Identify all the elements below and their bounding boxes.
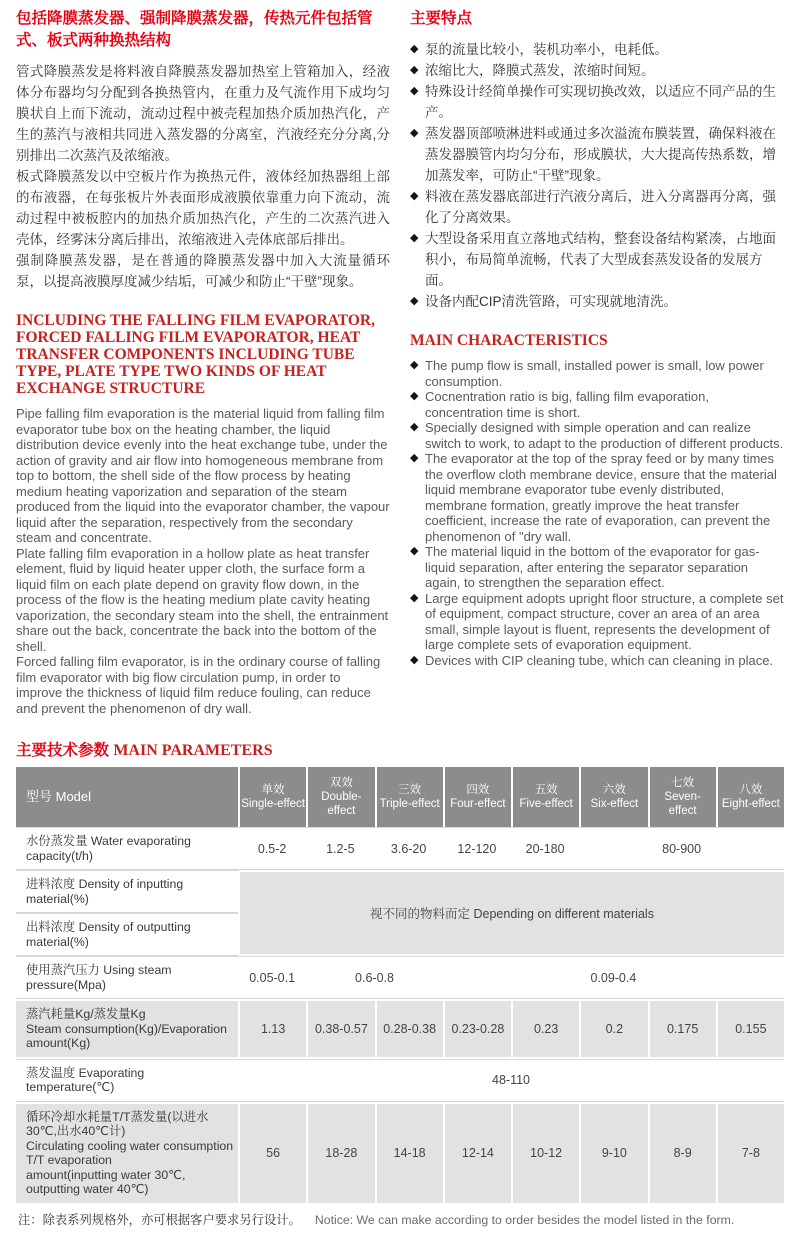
footnote-en: Notice: We can make according to order besides the model listed in the form. [314, 1212, 735, 1227]
diamond-bullet-icon: ◆ [410, 190, 419, 202]
value-cell: 80-900 [579, 827, 784, 870]
en-paragraph: Plate falling film evaporation in a hollow plate as heat transfer element, fluid by liquid heater upper cloth, the surface form a liquid film on each plate depend on gravity flow down, in the process of the flow is the heating medium plate cavity heating vaporization, the secondary steam into the shell, the entrainment share out the back, concentrate the back into the bottom of the shell. [16, 545, 389, 654]
value-cell: 1.13 [238, 999, 306, 1059]
value-cell: 12-14 [443, 1102, 511, 1205]
parameters-table [16, 767, 784, 1205]
diamond-bullet-icon: ◆ [410, 43, 419, 55]
row-label: 出料浓度 Density of outputting material(%) [16, 913, 238, 956]
bullet-text: Cocnentration ratio is big, falling film evaporation, concentration time is short. [425, 389, 709, 420]
value-cell: 14-18 [375, 1102, 443, 1205]
row-label: 蒸发温度 Evaporating temperature(℃) [16, 1059, 238, 1102]
cn-feature-item [410, 123, 784, 186]
bullet-text: 设备内配CIP清洗管路，可实现就地清洗。 [425, 294, 678, 309]
diamond-bullet-icon: ◆ [410, 591, 419, 604]
effect-header-cn: 五效 [534, 784, 558, 796]
table-row [16, 1059, 784, 1102]
left-column [16, 8, 390, 716]
value-cell: 0.28-0.38 [375, 999, 443, 1059]
effect-header-en: Double-effect [321, 791, 362, 817]
value-cell: 0.2 [579, 999, 647, 1059]
parameters-title-cn: 主要技术参数 [16, 742, 110, 759]
value-cell: 18-28 [306, 1102, 374, 1205]
en-feature-item [410, 591, 784, 653]
en-feature-list [410, 358, 784, 668]
value-cell: 0.05-0.1 [238, 956, 306, 999]
row-label: 水份蒸发量 Water evaporating capacity(t/h) [16, 827, 238, 870]
diamond-bullet-icon: ◆ [410, 295, 419, 307]
cn-section-heading: 包括降膜蒸发器、强制降膜蒸发器，传热元件包括管式、板式两种换热结构 [16, 10, 373, 49]
en-features-heading: MAIN CHARACTERISTICS [410, 332, 608, 349]
value-cell: 0.09-0.4 [443, 956, 784, 999]
row-label: 蒸汽耗量Kg/蒸发量Kg Steam consumption(Kg)/Evaporation amount(Kg) [16, 999, 238, 1059]
bullet-text: 料液在蒸发器底部进行汽液分离后，进入分离器再分离，强化了分离效果。 [425, 189, 776, 225]
en-paragraph: Forced falling film evaporator, is in the ordinary course of falling film evaporator with big flow circulation pump, in order to improve the thickness of liquid film reduce fouling, can reduce and prevent the phenomenon of dry wall. [16, 654, 381, 716]
value-cell: 0.155 [716, 999, 784, 1059]
parameters-title-en: MAIN PARAMETERS [113, 742, 273, 759]
value-cell: 10-12 [511, 1102, 579, 1205]
cn-feature-list [410, 39, 784, 312]
value-cell: 8-9 [648, 1102, 716, 1205]
bullet-text: 蒸发器顶部喷淋进料或通过多次溢流布膜装置，确保料液在蒸发器膜管内均匀分布，形成膜状，大大提高传热系数，增加蒸发率，可防止“干壁”现象。 [425, 126, 776, 183]
diamond-bullet-icon: ◆ [410, 653, 419, 666]
effect-column-header [511, 767, 579, 827]
value-cell: 1.2-5 [306, 827, 374, 870]
diamond-bullet-icon: ◆ [410, 452, 419, 464]
cn-feature-item [410, 291, 784, 312]
value-cell: 0.23-0.28 [443, 999, 511, 1059]
cn-paragraph: 板式降膜蒸发以中空板片作为换热元件，液体经加热器组上部的布液器，在每张板片外表面形成液膜依靠重力向下流动，流动过程中被板腔内的加热介质加热汽化，产生的二次蒸汽进入壳体，经雾沫分离后排出，浓缩液进入壳体底部后排出。 [16, 169, 390, 247]
value-cell: 0.175 [648, 999, 716, 1059]
en-feature-item [410, 420, 784, 451]
diamond-bullet-icon: ◆ [410, 390, 419, 402]
effect-header-cn: 六效 [602, 784, 626, 796]
effect-header-en: Four-effect [450, 798, 506, 810]
en-feature-item [410, 358, 784, 389]
effect-column-header [238, 767, 306, 827]
row-label: 进料浓度 Density of inputting material(%) [16, 870, 238, 913]
cn-feature-item [410, 81, 784, 123]
value-cell: 12-120 [443, 827, 511, 870]
en-feature-item [410, 451, 784, 544]
bullet-text: 泵的流量比较小，装机功率小，电耗低。 [425, 42, 668, 57]
cn-paragraphs [16, 61, 390, 292]
effect-header-cn: 四效 [466, 784, 490, 796]
diamond-bullet-icon: ◆ [410, 64, 419, 76]
en-feature-item [410, 544, 784, 591]
en-paragraph: Pipe falling film evaporation is the material liquid from falling film evaporator tube box on the heating chamber, the liquid distribution device evenly into the heat exchange tube, under the action of gravity and air flow into homogeneous membrane from top to bottom, the shell side of the flow process by heating medium heating vaporization and separation of the steam produced from the liquid into the evaporator chamber, the vapour liquid after the separation, respectively from the secondary steam and concentrate. [16, 406, 390, 545]
en-paragraphs [16, 406, 390, 716]
row-label: 循环冷却水耗量T/T蒸发量(以进水30℃,出水40℃计) Circulating cooling water consumption T/T evaporation amount(inputting water 30℃, outputting water 40℃) [16, 1102, 238, 1205]
cn-feature-item [410, 39, 784, 60]
en-feature-item [410, 389, 784, 420]
bullet-text: 特殊设计经简单操作可实现切换改效，以适应不同产品的生产。 [425, 84, 776, 120]
effect-header-cn: 七效 [671, 777, 695, 789]
bullet-text: The pump flow is small, installed power is small, low power consumption. [425, 358, 764, 389]
value-cell: 视不同的物料而定 Depending on different materials [238, 870, 784, 956]
effect-column-header [306, 767, 374, 827]
effect-header-en: Seven-effect [664, 791, 701, 817]
bullet-text: Devices with CIP cleaning tube, which can cleaning in place. [425, 652, 774, 668]
effect-header-en: Six-effect [590, 798, 639, 810]
table-header-row [16, 767, 784, 827]
table-body [16, 827, 784, 1205]
value-cell: 20-180 [511, 827, 579, 870]
bullet-text: The material liquid in the bottom of the evaporator for gas-liquid separation, after entering the separator separation again, to strengthen the separation effect. [425, 544, 760, 590]
cn-paragraph: 强制降膜蒸发器，是在普通的降膜蒸发器中加入大流量循环泵，以提高液膜厚度减少结垢，可减少和防止“干壁”现象。 [16, 253, 390, 289]
en-feature-item [410, 653, 784, 669]
diamond-bullet-icon: ◆ [410, 85, 419, 97]
value-cell: 48-110 [238, 1059, 784, 1102]
cn-paragraph: 管式降膜蒸发是将料液自降膜蒸发器加热室上管箱加入，经液体分布器均匀分配到各换热管内，在重力及气流作用下成均匀膜状自上而下流动，流动过程中被壳程加热介质加热汽化，产生的蒸汽与液相共同进入蒸发器的分离室，汽液经充分分离,分别排出二次蒸汽及浓缩液。 [16, 64, 390, 163]
value-cell: 0.38-0.57 [306, 999, 374, 1059]
value-cell: 56 [238, 1102, 306, 1205]
text-columns [16, 8, 784, 716]
effect-column-header [716, 767, 784, 827]
diamond-bullet-icon: ◆ [410, 359, 419, 371]
value-cell: 0.5-2 [238, 827, 306, 870]
effect-header-cn: 八效 [739, 784, 763, 796]
effect-header-cn: 双效 [329, 777, 353, 789]
effect-header-cn: 三效 [398, 784, 422, 796]
value-cell: 9-10 [579, 1102, 647, 1205]
effect-header-cn: 单效 [261, 784, 285, 796]
effect-column-header [648, 767, 716, 827]
table-row [16, 870, 784, 913]
diamond-bullet-icon: ◆ [410, 545, 419, 557]
value-cell: 7-8 [716, 1102, 784, 1205]
effect-header-en: Single-effect [241, 798, 305, 810]
cn-feature-item [410, 228, 784, 291]
table-row [16, 956, 784, 999]
bullet-text: Large equipment adopts upright floor structure, a complete set of equipment, compact structure, cover an area of an area small, simple layout is fluent, represents the development of large complete sets of evaporation equipment. [425, 590, 784, 652]
diamond-bullet-icon: ◆ [410, 232, 419, 244]
effect-column-header [579, 767, 647, 827]
footnote-cn: 注：除表系列规格外，亦可根据客户要求另行设计。 [18, 1212, 301, 1227]
right-column [410, 8, 784, 716]
en-section-heading: INCLUDING THE FALLING FILM EVAPORATOR, FORCED FALLING FILM EVAPORATOR, HEAT TRANSFER COMPONENTS INCLUDING TUBE TYPE, PLATE TYPE TWO KINDS OF HEAT EXCHANGE STRUCTURE [16, 312, 375, 397]
cn-feature-item [410, 186, 784, 228]
parameters-title [16, 742, 784, 760]
effect-header-en: Eight-effect [721, 798, 780, 810]
value-cell: 0.23 [511, 999, 579, 1059]
parameters-section [16, 742, 784, 1228]
diamond-bullet-icon: ◆ [410, 127, 419, 139]
cn-feature-item [410, 60, 784, 81]
effect-header-en: Five-effect [519, 798, 573, 810]
model-column-header: 型号 Model [16, 767, 238, 827]
cn-features-heading: 主要特点 [410, 10, 473, 27]
table-footnote [18, 1213, 784, 1228]
row-label: 使用蒸汽压力 Using steam pressure(Mpa) [16, 956, 238, 999]
bullet-text: The evaporator at the top of the spray feed or by many times the overflow cloth membrane device, ensure that the material liquid membrane evaporator tube evenly distributed, membrane formation, greatly improve the heat transfer coefficient, increase the rate of evaporation, can prevent the phenomenon of "dry wall. [425, 451, 777, 544]
diamond-bullet-icon: ◆ [410, 421, 419, 433]
bullet-text: 大型设备采用直立落地式结构，整套设备结构紧凑，占地面积小，布局简单流畅，代表了大型成套蒸发设备的发展方面。 [425, 231, 776, 288]
value-cell: 3.6-20 [375, 827, 443, 870]
effect-column-header [443, 767, 511, 827]
effect-header-en: Triple-effect [379, 798, 440, 810]
effect-column-header [375, 767, 443, 827]
bullet-text: 浓缩比大，降膜式蒸发，浓缩时间短。 [425, 63, 655, 78]
value-cell: 0.6-0.8 [306, 956, 443, 999]
table-row [16, 827, 784, 870]
table-row [16, 1102, 784, 1205]
bullet-text: Specially designed with simple operation and can realize switch to work, to adapt to the production of different products. [425, 420, 784, 451]
